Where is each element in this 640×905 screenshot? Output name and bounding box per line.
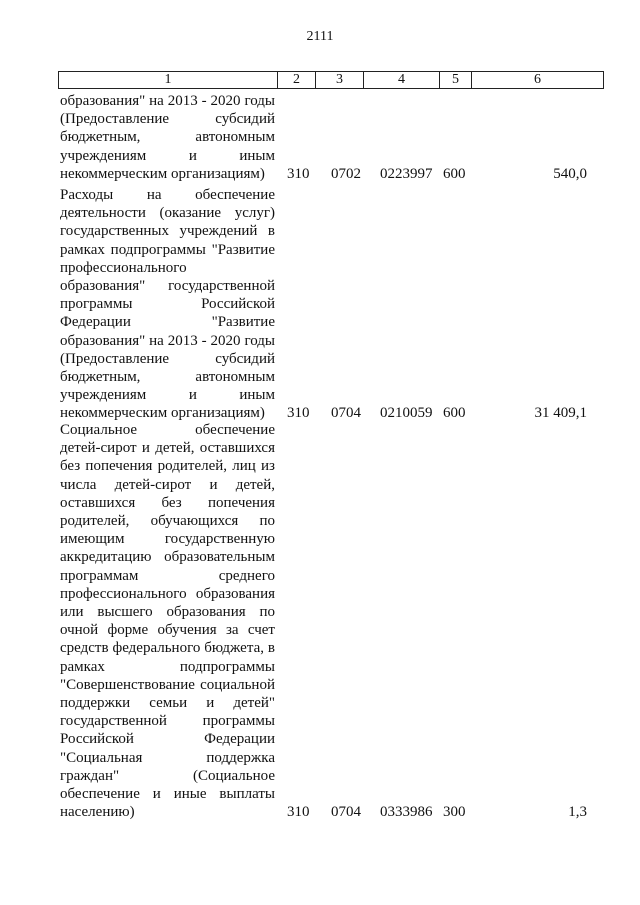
description-line: детей-сирот и детей, оставшихся <box>60 440 275 457</box>
description-line: средств федерального бюджета, в <box>60 640 275 657</box>
description-line: образования" на 2013 - 2020 годы <box>60 93 275 109</box>
description-line: деятельности (оказание услуг) <box>60 205 275 222</box>
description-line: (Предоставление субсидий <box>60 111 275 128</box>
row-description <box>60 92 275 183</box>
description-line: Российской Федерации <box>60 731 275 748</box>
cell-c2: 310 <box>287 405 310 422</box>
description-line: обеспечение и иные выплаты <box>60 786 275 803</box>
description-line: очной форме обучения за счет <box>60 622 275 639</box>
cell-c3: 0702 <box>331 165 361 182</box>
description-line: родителей, обучающихся по <box>60 513 275 530</box>
description-line: имеющим государственную <box>60 531 275 548</box>
description-line: аккредитацию образовательным <box>60 549 275 566</box>
description-line: рамках подпрограммы "Развитие <box>60 241 275 258</box>
description-line: числа детей-сирот и детей, <box>60 476 275 493</box>
description-line: поддержки семьи и детей" <box>60 695 275 712</box>
description-line: профессионального образования <box>60 585 275 602</box>
cell-c4: 0223997 <box>380 165 433 182</box>
description-line: Социальное обеспечение <box>60 422 275 438</box>
description-line: без попечения родителей, лиц из <box>60 458 275 475</box>
description-line: Расходы на обеспечение <box>60 187 275 203</box>
column-header-4: 4 <box>363 72 439 88</box>
cell-c5: 600 <box>443 165 466 182</box>
cell-c2: 310 <box>287 804 310 821</box>
cell-c3: 0704 <box>331 804 361 821</box>
column-header-row <box>58 71 604 89</box>
description-line: государственных учреждений в <box>60 223 275 240</box>
description-line: рамках подпрограммы <box>60 658 275 675</box>
page-number: 2111 <box>306 29 334 44</box>
description-line: государственной программы <box>60 713 275 730</box>
cell-c4: 0210059 <box>380 405 433 422</box>
description-line: некоммерческим организациям) <box>60 165 265 182</box>
description-line: образования" государственной <box>60 278 275 295</box>
description-line: учреждениям и иным <box>60 147 275 164</box>
description-line: программы Российской <box>60 296 275 313</box>
row-description <box>60 421 275 821</box>
cell-c4: 0333986 <box>380 804 433 821</box>
description-line: программам среднего <box>60 567 275 584</box>
description-line: населению) <box>60 804 135 821</box>
cell-c6: 1,3 <box>568 804 587 821</box>
description-line: учреждениям и иным <box>60 387 275 404</box>
column-header-5: 5 <box>439 72 471 88</box>
description-line: профессионального <box>60 259 187 276</box>
description-line: или высшего образования по <box>60 604 275 621</box>
cell-c6: 31 409,1 <box>534 405 587 422</box>
description-line: "Совершенствование социальной <box>60 676 275 693</box>
cell-c2: 310 <box>287 165 310 182</box>
description-line: граждан" (Социальное <box>60 767 275 784</box>
row-description <box>60 186 275 423</box>
description-line: бюджетным, автономным <box>60 129 275 146</box>
description-line: "Социальная поддержка <box>60 749 275 766</box>
description-line: некоммерческим организациям) <box>60 405 265 422</box>
description-line: бюджетным, автономным <box>60 369 275 386</box>
column-header-1: 1 <box>164 72 172 87</box>
description-line: образования" на 2013 - 2020 годы <box>60 332 275 349</box>
description-line: оставшихся без попечения <box>60 494 275 511</box>
description-line: (Предоставление субсидий <box>60 350 275 367</box>
cell-c3: 0704 <box>331 405 361 422</box>
description-line: Федерации "Развитие <box>60 314 275 331</box>
cell-c5: 300 <box>443 804 466 821</box>
cell-c5: 600 <box>443 405 466 422</box>
cell-c6: 540,0 <box>553 165 587 182</box>
column-header-2: 2 <box>277 72 315 88</box>
column-header-3: 3 <box>315 72 363 88</box>
column-header-6: 6 <box>471 72 603 88</box>
